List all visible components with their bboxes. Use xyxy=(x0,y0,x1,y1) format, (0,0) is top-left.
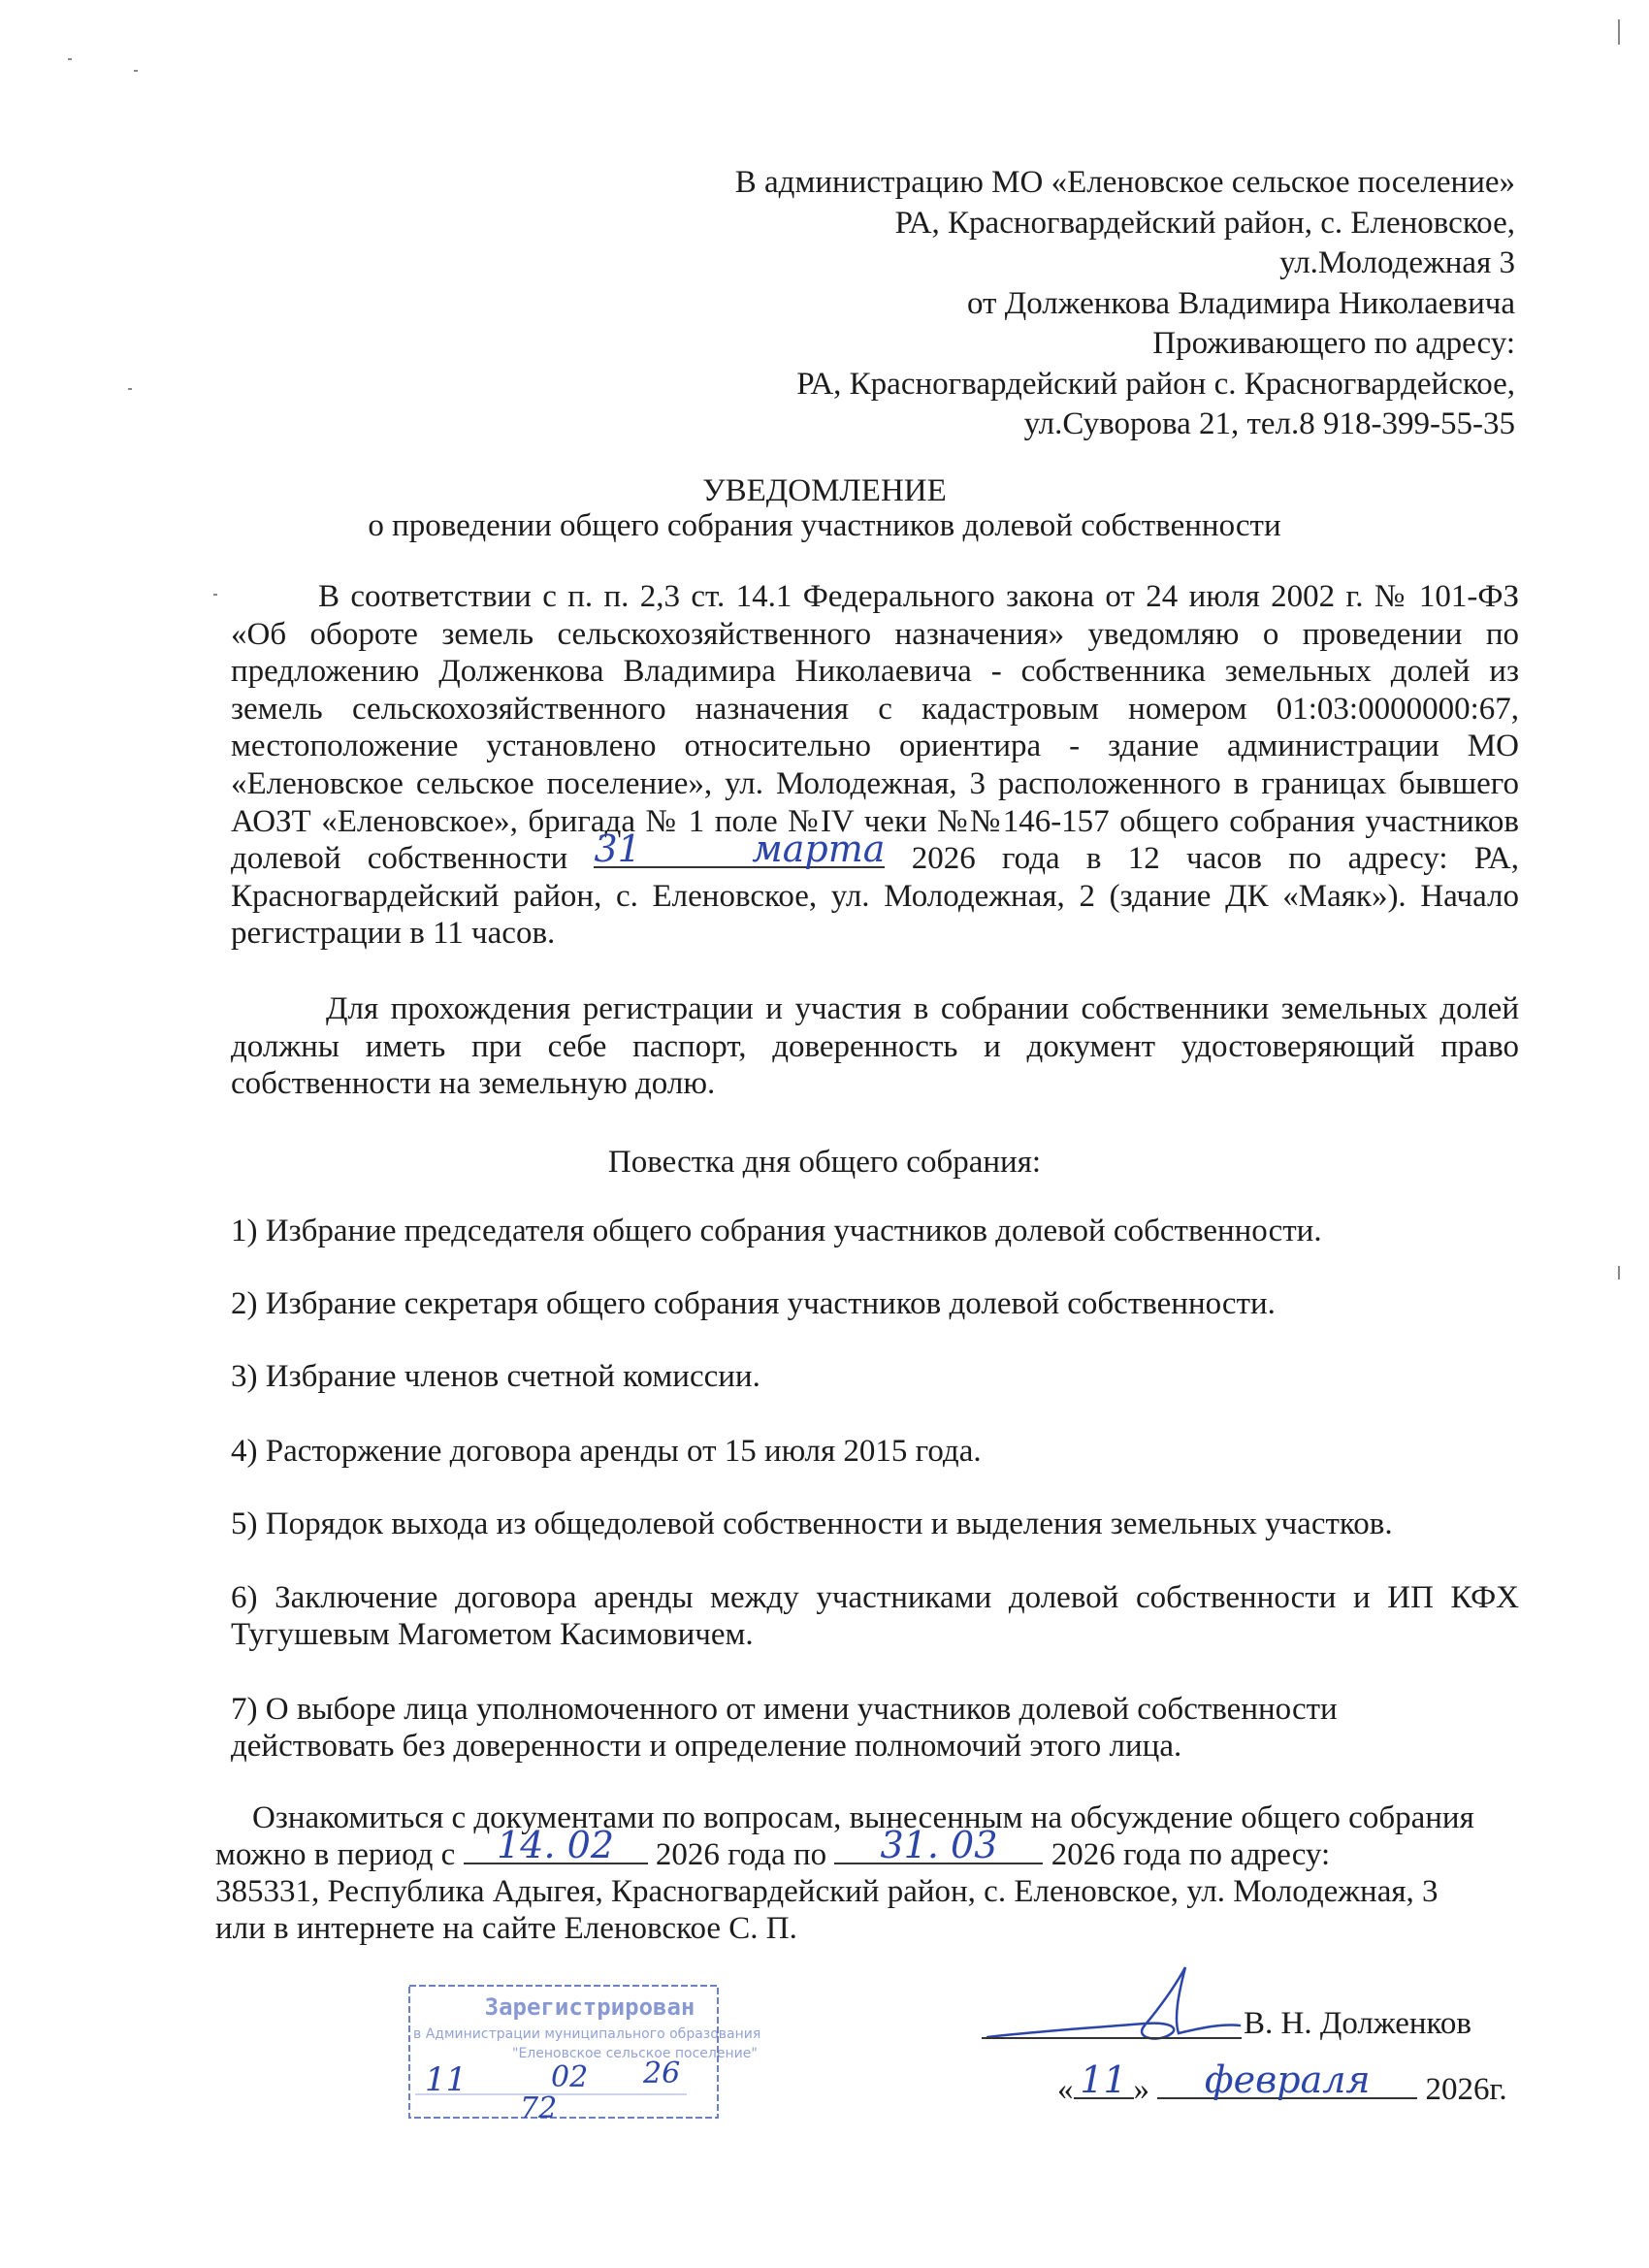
paragraph-line-with-date xyxy=(231,827,1520,878)
review-from-field xyxy=(464,1824,648,1866)
agenda-item xyxy=(231,1579,1519,1653)
handwritten-to-date: 31. 03 xyxy=(880,1824,998,1866)
signature-date xyxy=(1057,2058,1507,2108)
registration-stamp xyxy=(405,1982,761,2125)
review-to-field xyxy=(834,1824,1043,1866)
paragraph-line: или в интернете на сайте Еленовское С. П. xyxy=(215,1911,797,1946)
sender-line: Проживающего по адресу: xyxy=(1152,326,1515,361)
paragraph-line: «Еленовское сельское поселение», ул. Молодежная, 3 расположенного в границах бывшего xyxy=(231,765,1519,801)
paragraph-line: В соответствии с п. п. 2,3 ст. 14.1 Федерального закона от 24 июля 2002 г. № 101-ФЗ xyxy=(318,579,1519,614)
agenda-item-text: действовать без доверенности и определение полномочий этого лица. xyxy=(231,1729,1182,1764)
signature-year: 2026г. xyxy=(1425,2072,1507,2107)
paragraph-line: собственности на земельную долю. xyxy=(231,1066,716,1102)
paragraph-line: должны иметь при себе паспорт, доверенность и документ удостоверяющий право xyxy=(231,1028,1519,1064)
paragraph-line-with-dates xyxy=(215,1824,1525,1873)
handwritten-day: 11 xyxy=(1080,2058,1127,2101)
scan-speck xyxy=(213,594,217,596)
document-subtitle: о проведении общего собрания участников долевой собственности xyxy=(368,508,1281,543)
paragraph-text: 2026 года в 12 часов по адресу: РА, xyxy=(911,841,1520,877)
agenda-item xyxy=(231,1213,1519,1249)
addressee-line: РА, Красногвардейский район, с. Еленовское, xyxy=(894,205,1515,241)
addressee-line: В администрацию МО «Еленовское сельское поселение» xyxy=(734,165,1515,200)
handwritten-meeting-date: 31 марта xyxy=(594,827,886,871)
stamp-day: 11 xyxy=(425,2060,468,2099)
agenda-title: Повестка дня общего собрания: xyxy=(607,1145,1042,1180)
stamp-text: "Еленовское сельское поселение" xyxy=(512,2046,758,2061)
agenda-item-text: 1) Избрание председателя общего собрания участников долевой собственности. xyxy=(231,1214,1322,1248)
agenda-item-text: 6) Заключение договора аренды между участниками долевой собственности и ИП КФХ xyxy=(231,1580,1519,1615)
paragraph-text: можно в период с xyxy=(215,1837,456,1872)
paragraph-line: 385331, Республика Адыгея, Красногвардейский район, с. Еленовское, ул. Молодежная, 3 xyxy=(215,1874,1439,1909)
agenda-item-text: Тугушевым Магометом Касимовичем. xyxy=(231,1617,754,1652)
paragraph-line: предложению Долженкова Владимира Николаевича - собственника земельных долей из xyxy=(231,654,1519,690)
scan-speck xyxy=(68,58,72,60)
paragraph-line: Ознакомиться с документами по вопросам, вынесенным на обсуждение общего собрания xyxy=(252,1800,1474,1835)
handwritten-month: февраля xyxy=(1204,2058,1371,2101)
agenda-item-text: 5) Порядок выхода из общедолевой собственности и выделения земельных участков. xyxy=(231,1507,1393,1541)
notice-paragraph xyxy=(231,578,1519,953)
scan-speck xyxy=(128,388,132,390)
agenda-item xyxy=(231,1433,1519,1470)
stamp-text: в Администрации муниципального образования xyxy=(413,2026,761,2042)
agenda-item xyxy=(231,1506,1519,1542)
agenda-item-text: 7) О выборе лица уполномоченного от имени участников долевой собственности xyxy=(231,1692,1338,1727)
month-field xyxy=(1157,2058,1417,2101)
quote-mark: » xyxy=(1133,2072,1149,2107)
stamp-heading: Зарегистрирован xyxy=(484,1993,695,2021)
paragraph-line: местоположение установлено относительно ориентира - здание администрации МО xyxy=(231,729,1519,764)
paragraph-line: «Об обороте земель сельскохозяйственного назначения» уведомляю о проведении по xyxy=(231,616,1519,652)
addressee-line: ул.Молодежная 3 xyxy=(1279,245,1515,280)
paragraph-text: долевой собственности xyxy=(231,841,568,877)
quote-mark: « xyxy=(1057,2072,1074,2107)
paragraph-line: АОЗТ «Еленовское», бригада № 1 поле №IV чеки №№146-157 общего собрания участников xyxy=(231,803,1519,839)
sender-line: ул.Суворова 21, тел.8 918-399-55-35 xyxy=(1023,406,1515,441)
agenda-item-text: 2) Избрание секретаря общего собрания участников долевой собственности. xyxy=(231,1286,1276,1321)
stamp-number: 72 xyxy=(520,2091,558,2125)
sender-line: РА, Красногвардейский район с. Красногвардейское, xyxy=(796,366,1515,402)
meeting-date-field xyxy=(594,827,886,871)
documents-review-paragraph xyxy=(215,1799,1525,1947)
document-title: УВЕДОМЛЕНИЕ xyxy=(702,473,947,508)
scan-speck xyxy=(1618,19,1620,45)
stamp-month: 02 xyxy=(551,2060,589,2094)
day-field xyxy=(1074,2058,1134,2101)
handwritten-from-date: 14. 02 xyxy=(497,1824,614,1866)
sender-line: от Долженкова Владимира Николаевича xyxy=(966,285,1515,321)
handwritten-signature xyxy=(980,1950,1251,2057)
paragraph-line: регистрации в 11 часов. xyxy=(231,916,556,952)
agenda-item-text: 3) Избрание членов счетной комиссии. xyxy=(231,1359,760,1394)
agenda-item xyxy=(231,1285,1519,1322)
paragraph-text: 2026 года по адресу: xyxy=(1051,1837,1331,1872)
agenda-item xyxy=(231,1358,1519,1395)
scan-speck xyxy=(1618,1266,1620,1280)
scan-speck xyxy=(134,70,138,72)
paragraph-line: Красногвардейский район, с. Еленовское, ул. Молодежная, 2 (здание ДК «Маяк»). Начало xyxy=(231,878,1519,914)
agenda-item-text: 4) Расторжение договора аренды от 15 июля 2015 года. xyxy=(231,1434,982,1469)
paragraph-text: 2026 года по xyxy=(655,1837,827,1872)
stamp-year: 26 xyxy=(643,2057,681,2090)
registration-paragraph xyxy=(231,990,1519,1103)
addressee-block xyxy=(545,163,1515,445)
paragraph-line: Для прохождения регистрации и участия в собрании собственники земельных долей xyxy=(326,991,1519,1026)
signature-line xyxy=(982,2037,1242,2039)
signatory-name: В. Н. Долженков xyxy=(1244,2006,1471,2041)
paragraph-line: земель сельскохозяйственного назначения с кадастровым номером 01:03:0000000:67, xyxy=(231,691,1519,727)
agenda-item xyxy=(231,1691,1519,1765)
